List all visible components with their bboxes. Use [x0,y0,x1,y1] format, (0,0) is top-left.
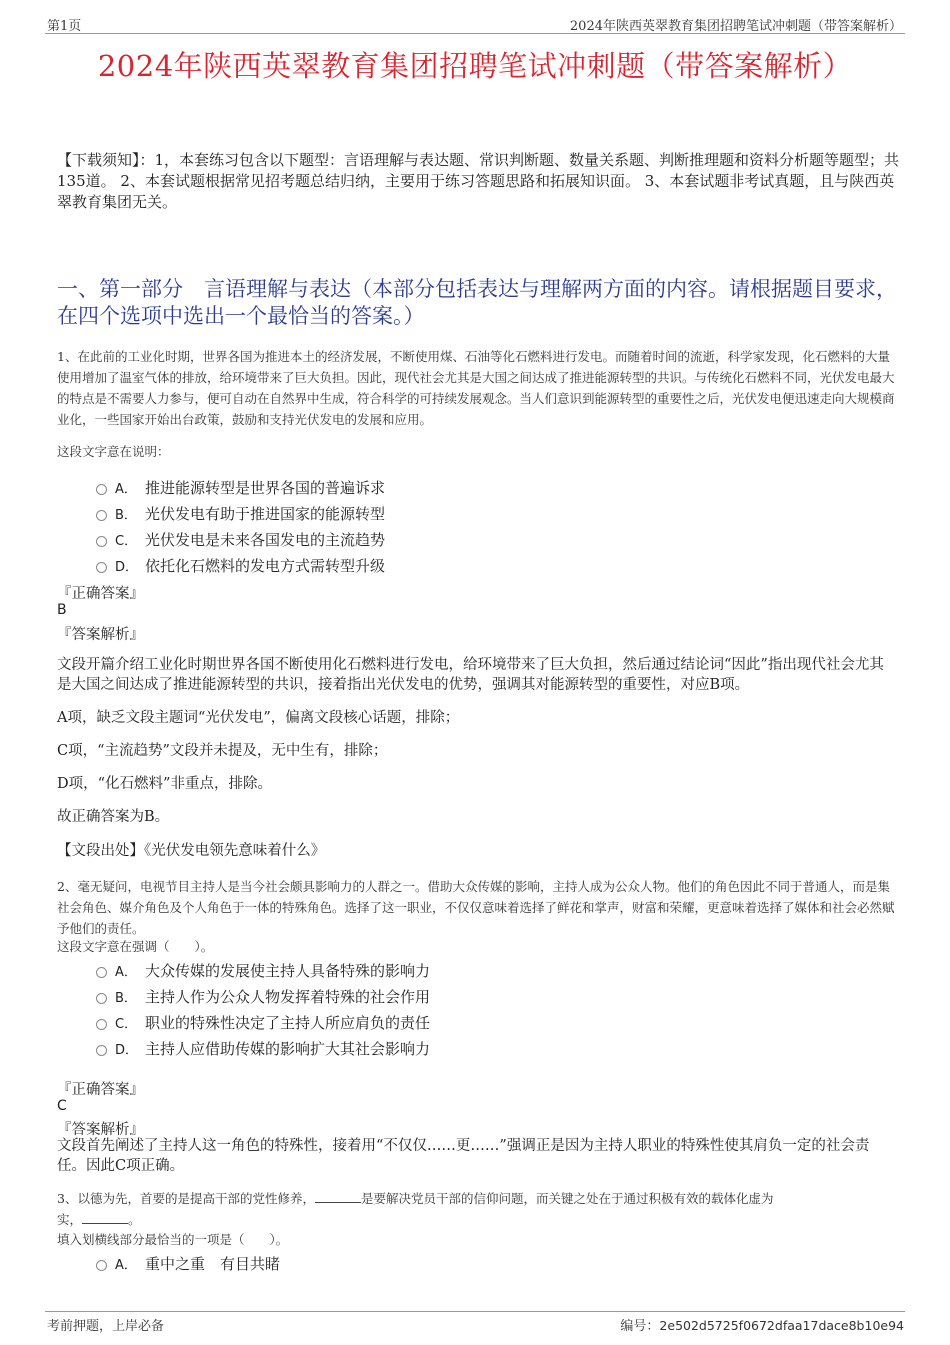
q2-answer: C [57,1098,67,1114]
question-2-text: 2、毫无疑问，电视节目主持人是当今社会颇具影响力的人群之一。借助大众传媒的影响，主持人成为公众人物。他们的角色因此不同于普通人，而是集社会角色、媒介角色及个人角色于一体的特殊角色。选择了这一职业，不仅仅意味着选择了鲜花和掌声，财富和荣耀，更意味着选择了媒体和社会必然赋予他们的责任。 [57,879,895,936]
radio-icon[interactable] [96,993,107,1004]
q1-analysis-conclusion: 故正确答案为B。 [57,809,170,825]
q1-analysis-label: 『答案解析』 [57,627,144,643]
q2-analysis-label: 『答案解析』 [57,1122,144,1138]
page-title: 2024年陕西英翠教育集团招聘笔试冲刺题（带答案解析） [97,49,853,83]
q2-answer-label: 『正确答案』 [57,1082,144,1098]
q2-option-c[interactable]: C． 职业的特殊性决定了主持人所应肩负的责任 [96,1012,430,1033]
question-3-prompt: 填入划横线部分最恰当的一项是（ ）。 [57,1232,289,1247]
q2-option-b[interactable]: B． 主持人作为公众人物发挥着特殊的社会作用 [96,986,430,1007]
q2-analysis: 文段首先阐述了主持人这一角色的特殊性，接着用“不仅仅……更……”强调正是因为主持人职业的特殊性使其肩负一定的社会责任。因此C项正确。 [57,1138,870,1174]
radio-icon[interactable] [96,1019,107,1030]
radio-icon[interactable] [96,1260,107,1271]
fill-blank [315,1190,361,1203]
radio-icon[interactable] [96,1045,107,1056]
footer-divider [45,1311,905,1312]
radio-icon[interactable] [96,510,107,521]
fill-blank [82,1211,128,1224]
q1-option-c[interactable]: C． 光伏发电是未来各国发电的主流趋势 [96,529,385,550]
q1-option-a[interactable]: A． 推进能源转型是世界各国的普遍诉求 [96,477,385,498]
radio-icon[interactable] [96,967,107,978]
q1-option-d[interactable]: D． 依托化石燃料的发电方式需转型升级 [96,555,385,576]
q1-source: 【文段出处】《光伏发电领先意味着什么》 [57,843,326,859]
q1-analysis-d: D项，“化石燃料”非重点，排除。 [57,776,272,792]
footer-code: 编号：2e502d5725f0672dfaa17dace8b10e94 [620,1318,904,1334]
q1-answer-label: 『正确答案』 [57,586,144,602]
q1-analysis-c: C项，“主流趋势”文段并未提及，无中生有，排除； [57,743,388,759]
radio-icon[interactable] [96,536,107,547]
footer-slogan: 考前押题，上岸必备 [47,1319,165,1334]
question-1-prompt: 这段文字意在说明： [57,444,170,459]
question-3-text: 3、以德为先，首要的是提高干部的党性修养， 是要解决党员干部的信仰问题，而关键之处在于通过积极有效的载体化虚为 实， 。 [57,1191,774,1227]
question-1-text: 1、在此前的工业化时期，世界各国为推进本土的经济发展，不断使用煤、石油等化石燃料进行发电。而随着时间的流逝，科学家发现，化石燃料的大量使用增加了温室气体的排放，给环境带来了巨大负担。因此，现代社会尤其是大国之间达成了推进能源转型的共识。与传统化石燃料不同，光伏发电最大的特点是不需要人力参与，便可自动在自然界中生成，符合科学的可持续发展观念。当人们意识到能源转型的重要性之后，光伏发电便迅速走向大规模商业化，一些国家开始出台政策，鼓励和支持光伏发电的发展和应用。 [57,349,895,427]
question-2-prompt: 这段文字意在强调（ ）。 [57,939,214,954]
radio-icon[interactable] [96,562,107,573]
radio-icon[interactable] [96,484,107,495]
section-heading: 一、第一部分 言语理解与表达（本部分包括表达与理解两方面的内容。请根据题目要求，在四个选项中选出一个最恰当的答案。） [57,277,897,328]
header-divider [45,33,905,34]
q2-option-d[interactable]: D． 主持人应借助传媒的影响扩大其社会影响力 [96,1038,430,1059]
q1-answer: B [57,602,67,618]
q1-analysis-a: A项，缺乏文段主题词“光伏发电”，偏离文段核心话题，排除； [57,710,460,726]
q1-option-b[interactable]: B． 光伏发电有助于推进国家的能源转型 [96,503,385,524]
q1-analysis-main: 文段开篇介绍工业化时期世界各国不断使用化石燃料进行发电，给环境带来了巨大负担，然后通过结论词“因此”指出现代社会尤其是大国之间达成了推进能源转型的共识，接着指出光伏发电的优势，强调其对能源转型的重要性，对应B项。 [57,657,884,693]
q3-option-a[interactable]: A． 重中之重 有目共睹 [96,1253,280,1274]
download-notice: 【下载须知】：1，本套练习包含以下题型：言语理解与表达题、常识判断题、数量关系题、判断推理题和资料分析题等题型；共135道。 2、本套试题根据常见招考题总结归纳，主要用于练习答题思路和拓展知识面。 3、本套试题非考试真题，且与陕西英翠教育集团无关。 [57,151,900,211]
running-title: 2024年陕西英翠教育集团招聘笔试冲刺题（带答案解析） [569,19,902,34]
q2-option-a[interactable]: A． 大众传媒的发展使主持人具备特殊的影响力 [96,960,430,981]
page-number: 第1页 [47,19,82,34]
